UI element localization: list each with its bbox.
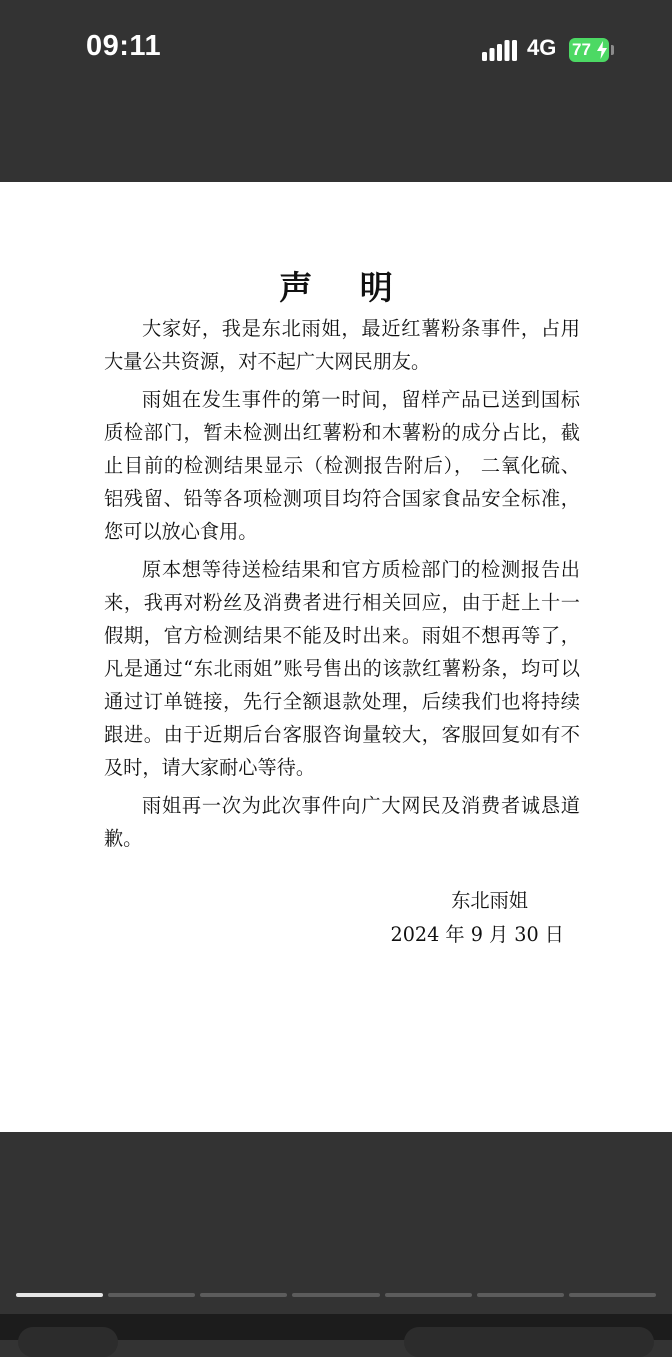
bottom-input-field[interactable] [404, 1327, 654, 1357]
status-bar [0, 0, 672, 182]
signature-name: 东北雨姐 [451, 889, 528, 912]
signature-date: 2024 年 9 月 30 日 [390, 923, 564, 946]
document-page[interactable] [0, 182, 672, 1132]
progress-segment-5 [385, 1293, 472, 1297]
progress-segment-4 [292, 1293, 379, 1297]
battery-icon [569, 38, 609, 62]
network-type: 4G [527, 35, 557, 60]
charging-bolt-icon [597, 41, 607, 59]
signal-bars-icon [482, 39, 518, 61]
paragraph-3: 原本想等待送检结果和官方质检部门的检测报告出来，我再对粉丝及消费者进行相关回应，由于赶上十一假期，官方检测结果不能及时出来。雨姐不想再等了，凡是通过“东北雨姐”账号售出的该款红薯粉条，均可以通过订单链接，先行全额退款处理，后续我们也将持续跟进。由于近期后台客服咨询量较大，客服回复如有不及时，请大家耐心等待。 [104, 558, 580, 779]
bottom-left-button[interactable] [18, 1327, 118, 1357]
paragraph-4: 雨姐再一次为此次事件向广大网民及消费者诚恳道歉。 [104, 794, 580, 850]
document-body [104, 312, 580, 860]
status-time: 09:11 [86, 30, 162, 62]
paragraph-2: 雨姐在发生事件的第一时间，留样产品已送到国标质检部门，暂未检测出红薯粉和木薯粉的成分占比，截止目前的检测结果显示（检测报告附后）， 二氧化硫、铝残留、铅等各项检测项目均符合国家食品安全标准，您可以放心食用。 [104, 388, 580, 543]
page-progress-indicator [16, 1293, 656, 1297]
progress-segment-7 [569, 1293, 656, 1297]
viewer-bottom-area [0, 1132, 672, 1340]
progress-segment-3 [200, 1293, 287, 1297]
progress-segment-1 [16, 1293, 103, 1297]
document-title: 声 明 [279, 268, 411, 307]
progress-segment-6 [477, 1293, 564, 1297]
progress-segment-2 [108, 1293, 195, 1297]
battery-level: 77 [572, 40, 591, 59]
paragraph-1: 大家好，我是东北雨姐，最近红薯粉条事件，占用大量公共资源，对不起广大网民朋友。 [104, 317, 580, 373]
signature-block [390, 884, 564, 952]
battery-cap [611, 45, 614, 55]
